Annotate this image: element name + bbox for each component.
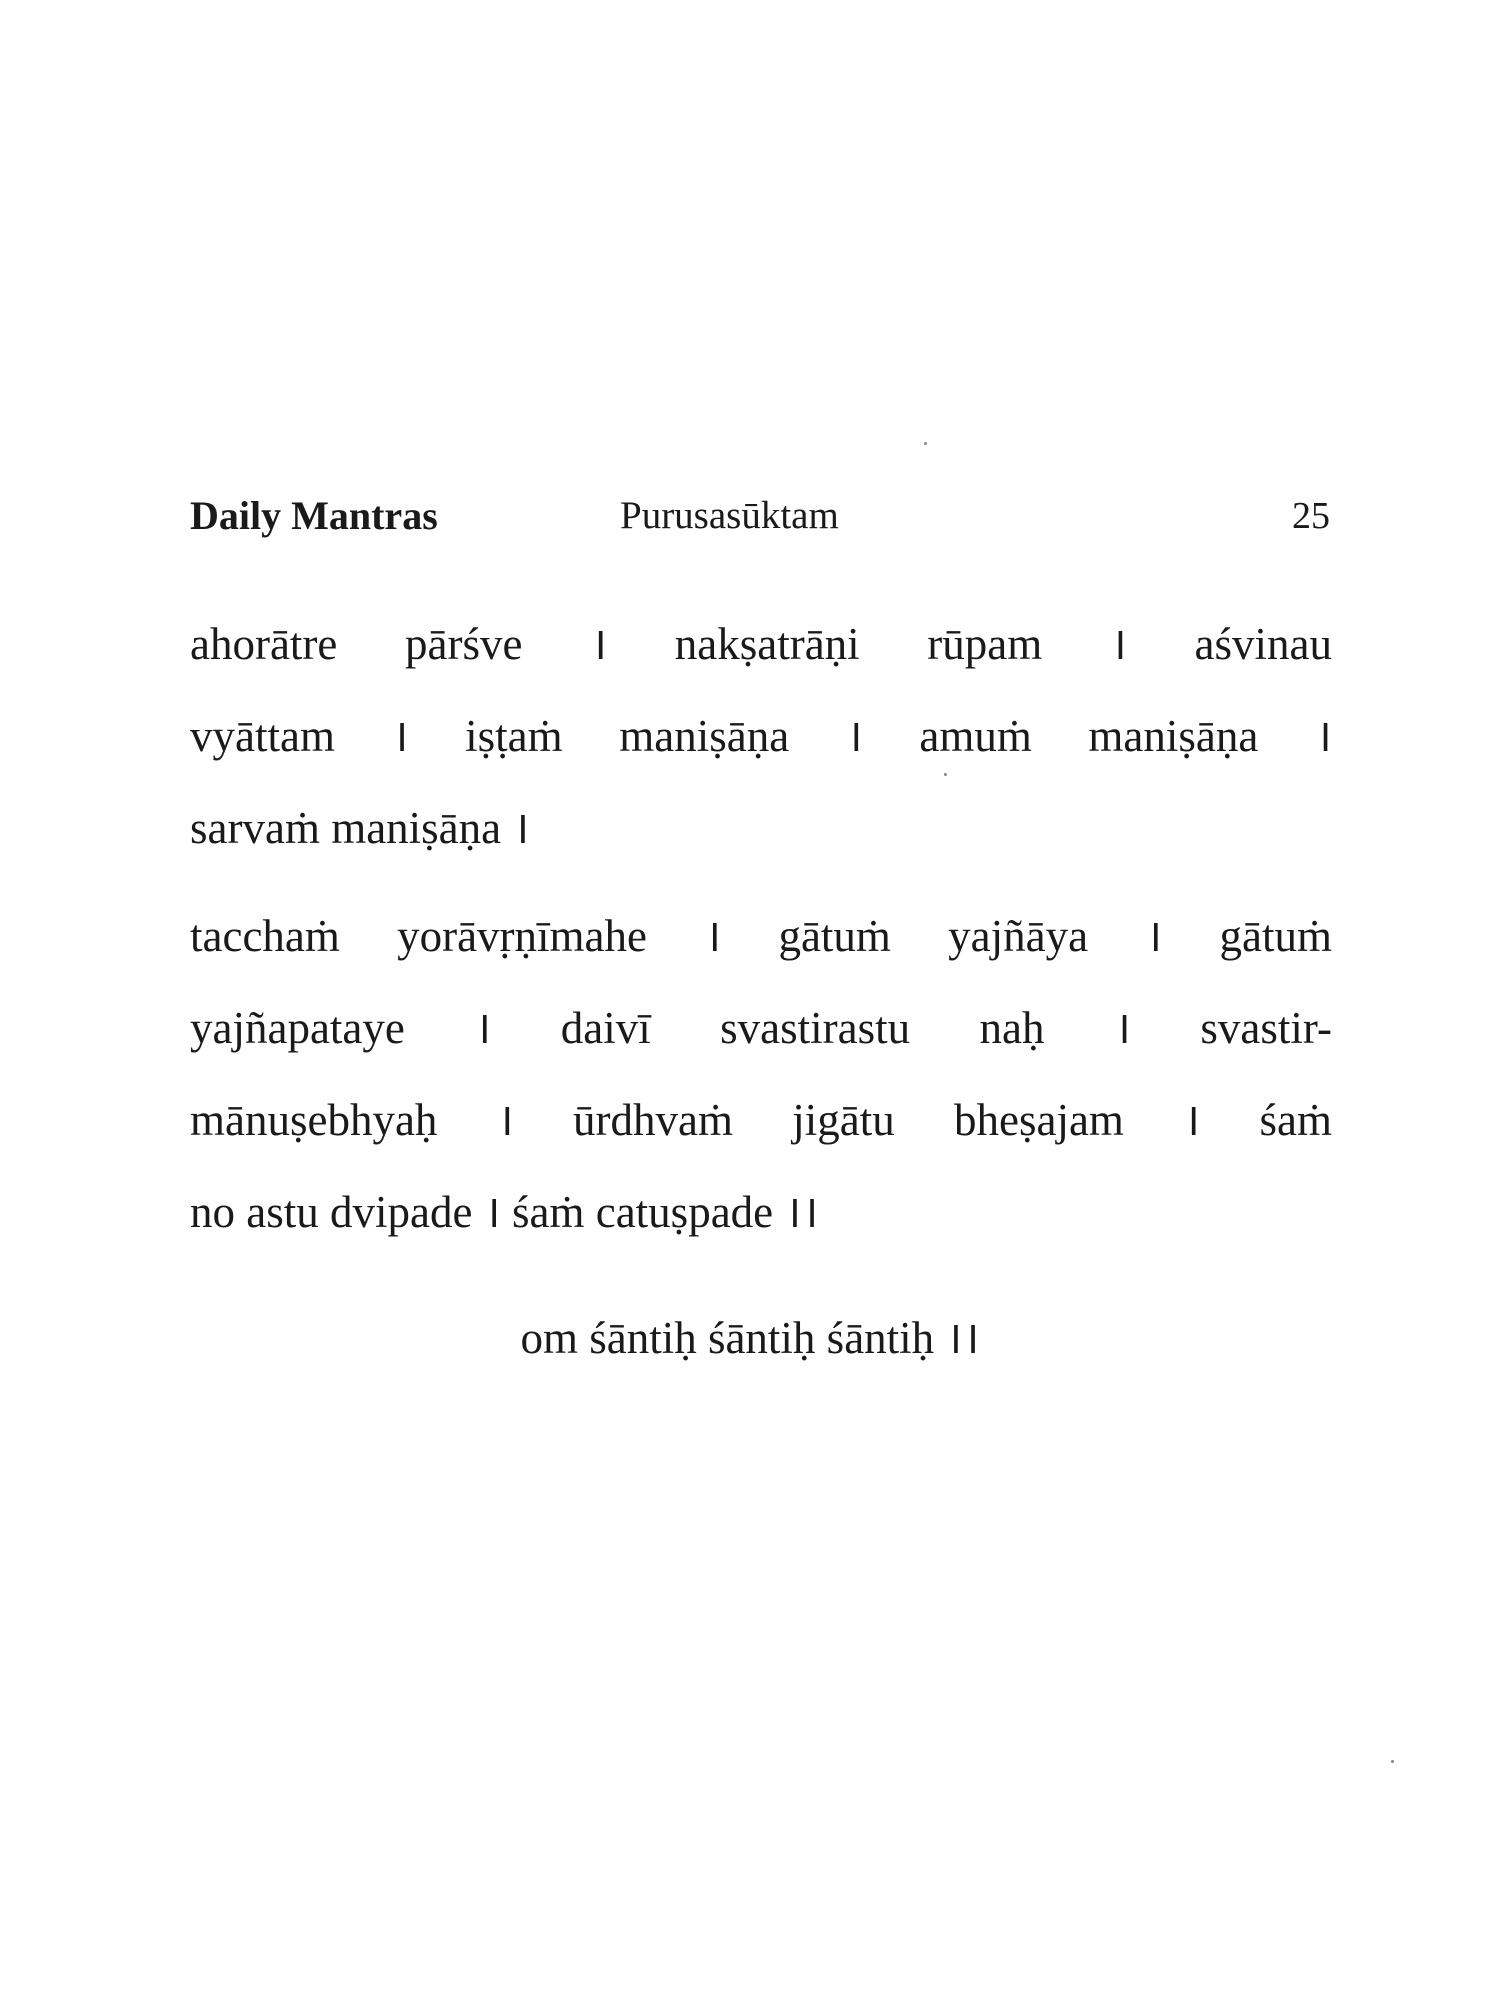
verse-stanza-2 bbox=[190, 890, 1332, 1258]
running-header bbox=[190, 488, 1330, 544]
verse-line: no astu dvipade । śaṁ catuṣpade ।। bbox=[190, 1187, 819, 1237]
closing-invocation: om śāntiḥ śāntiḥ śāntiḥ ।। bbox=[520, 1313, 980, 1363]
verse-line: tacchaṁ yorāvṛṇīmahe । gātuṁ yajñāya । gātuṁ bbox=[190, 911, 1332, 961]
scan-speck bbox=[1391, 1760, 1394, 1763]
verse-line: ahorātre pārśve । nakṣatrāṇi rūpam । aśvinau bbox=[190, 619, 1332, 669]
page-number: 25 bbox=[1292, 495, 1330, 537]
scan-speck bbox=[924, 442, 927, 445]
section-title: Purusasūktam bbox=[620, 494, 839, 537]
verse-stanza-1 bbox=[190, 598, 1332, 874]
verse-line: sarvaṁ maniṣāṇa । bbox=[190, 803, 530, 853]
scan-speck bbox=[944, 773, 947, 776]
verse-line: mānuṣebhyaḥ । ūrdhvaṁ jigātu bheṣajam । śaṁ bbox=[190, 1095, 1332, 1145]
book-title: Daily Mantras bbox=[190, 493, 438, 538]
verse-line: yajñapataye । daivī svastirastu naḥ । svastir- bbox=[190, 1003, 1332, 1053]
verse-line: vyāttam । iṣṭaṁ maniṣāṇa । amuṁ maniṣāṇa । bbox=[190, 711, 1332, 761]
